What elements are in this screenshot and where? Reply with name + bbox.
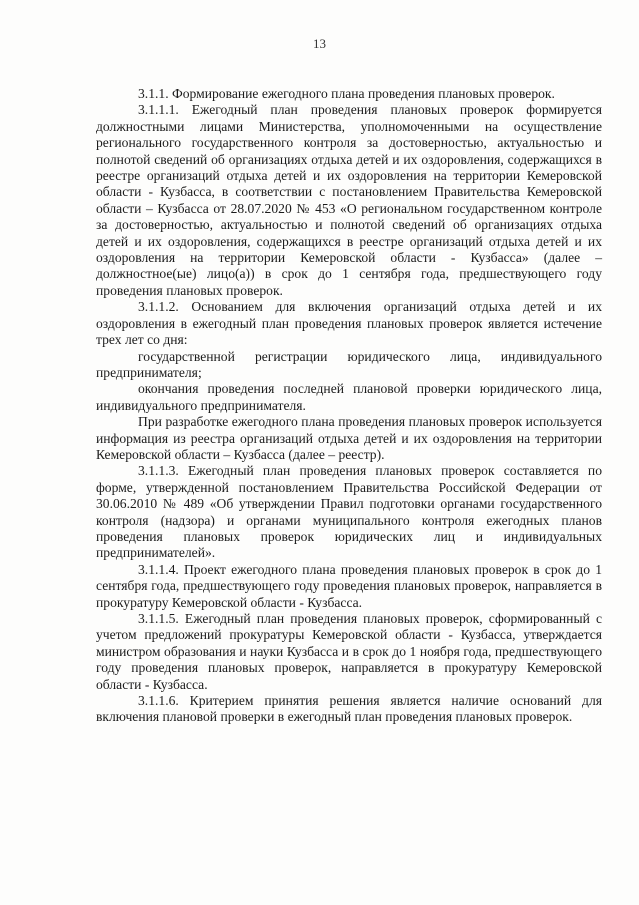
paragraph-3-1-1-5: 3.1.1.5. Ежегодный план проведения плановых проверок, сформированный с учетом предложений прокуратуры Кемеровской области - Кузбасса, утверждается министром образования и науки Кузбасса и в срок до 1 ноября года, предшествующего году проведения плановых проверок, направляется в прокуратуру Кемеровской области - Кузбасса. [96, 611, 602, 692]
paragraph-registry-info: При разработке ежегодного плана проведения плановых проверок используется информация из реестра организаций отдыха детей и их оздоровления на территории Кемеровской области – Кузбасса (далее – реестр). [96, 414, 602, 462]
paragraph-3-1-1-2: 3.1.1.2. Основанием для включения организаций отдыха детей и их оздоровления в ежегодный план проведения плановых проверок является истечение трех лет со дня: [96, 299, 602, 348]
paragraph-3-1-1-4: 3.1.1.4. Проект ежегодного плана проведения плановых проверок в срок до 1 сентября года, предшествующего году проведения плановых проверок, направляется в прокуратуру Кемеровской области - Кузбасса. [96, 561, 602, 610]
paragraph-last-inspection: окончания проведения последней плановой проверки юридического лица, индивидуального предпринимателя. [96, 381, 602, 413]
paragraph-3-1-1-6: 3.1.1.6. Критерием принятия решения является наличие оснований для включения плановой проверки в ежегодный план проведения плановых проверок. [96, 693, 602, 725]
paragraph-3-1-1-1: 3.1.1.1. Ежегодный план проведения плановых проверок формируется должностными лицами Министерства, уполномоченными на осуществление регионального государственного контроля за достоверностью, актуальностью и полнотой сведений об организациях отдыха детей и их оздоровления, содержащихся в реестре организаций отдыха детей и их оздоровления на территории Кемеровской области - Кузбасса, в соответствии с постановлением Правительства Кемеровской области – Кузбасса от 28.07.2020 № 453 «О региональном государственном контроле за достоверностью, актуальностью и полнотой сведений об организациях отдыха детей и их оздоровления, содержащихся в реестре организаций отдыха детей и их оздоровления на территории Кемеровской области - Кузбасса» (далее – должностное(ые) лицо(а)) в срок до 1 сентября года, предшествующего году проведения плановых проверок. [96, 102, 602, 298]
paragraph-registration: государственной регистрации юридического лица, индивидуального предпринимателя; [96, 348, 602, 380]
document-body [96, 86, 602, 726]
paragraph-3-1-1-3: 3.1.1.3. Ежегодный план проведения плановых проверок составляется по форме, утвержденной постановлением Правительства Российской Федерации от 30.06.2010 № 489 «Об утверждении Правил подготовки органами государственного контроля (надзора) и органами муниципального контроля ежегодных планов проведения плановых проверок юридических лиц и индивидуальных предпринимателей». [96, 463, 602, 561]
paragraph-3-1-1: 3.1.1. Формирование ежегодного плана проведения плановых проверок. [138, 86, 555, 101]
page-number: 13 [313, 36, 326, 51]
